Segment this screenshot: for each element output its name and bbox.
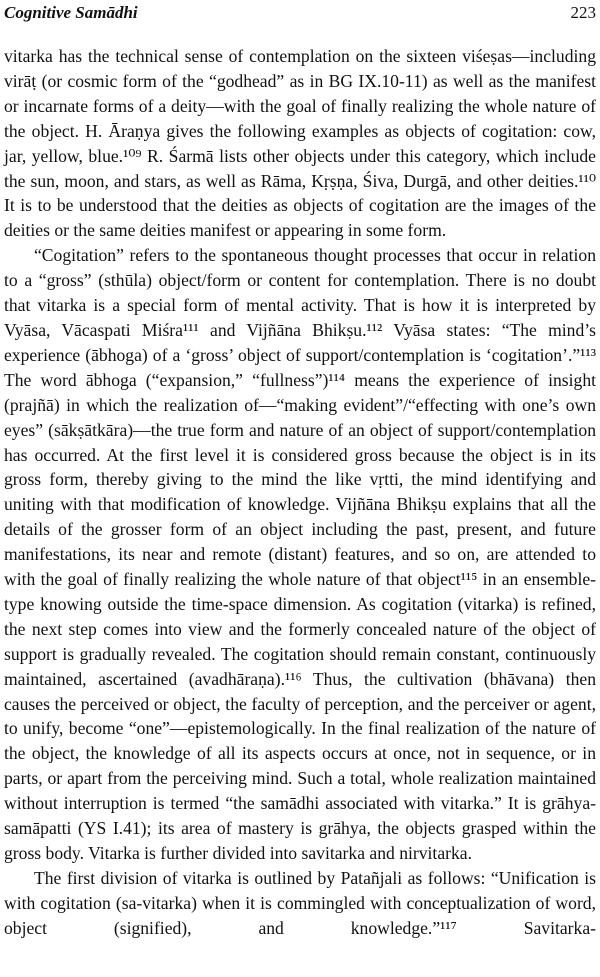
- running-header: [4, 3, 596, 27]
- body-text: [4, 44, 596, 941]
- running-title: Cognitive Samādhi: [4, 3, 138, 22]
- paragraph-1: vitarka has the technical sense of contemplation on the sixteen viśeṣas—including virāṭ (or cosmic form of the “godhead” as in BG IX.10-11) as well as the manifest or incarnate forms of a deity—with the goal of finally realizing the whole nature of the object. H. Āraṇya gives the following examples as objects of cogitation: cow, jar, yellow, blue.¹⁰⁹ R. Śarmā lists other objects under this category, which include the sun, moon, and stars, as well as Rāma, Kṛṣṇa, Śiva, Durgā, and other deities.¹¹⁰ It is to be understood that the deities as objects of cogitation are the images of the deities or the same deities manifest or appearing in some form.: [4, 46, 596, 241]
- book-page: [4, 0, 596, 977]
- page-number: 223: [570, 3, 596, 22]
- paragraph-2: “Cogitation” refers to the spontaneous thought processes that occur in relation to a “gross” (sthūla) object/form or content for contemplation. There is no doubt that vitarka is a special form of mental activity. That is how it is interpreted by Vyāsa, Vācaspati Miśra¹¹¹ and Vijñāna Bhikṣu.¹¹² Vyāsa states: “The mind’s experience (ābhoga) of a ‘gross’ object of support/contemplation is ‘cogitation’.”¹¹³ The word ābhoga (“expansion,” “fullness”)¹¹⁴ means the experience of insight (prajñā) in which the realization of—“making evident”/“effecting with one’s own eyes” (sākṣātkāra)—the true form and nature of an object of support/contemplation has occurred. At the first level it is considered gross because the object is in its gross form, thereby giving to the mind the like vṛtti, the mind identifying and uniting with that modification of knowledge. Vijñāna Bhikṣu explains that all the details of the grosser form of an object including the past, present, and future manifestations, its near and remote (distant) features, and so on, are attended to with the goal of finally realizing the whole nature of that object¹¹⁵ in an ensemble-type knowing outside the time-space dimension. As cogitation (vitarka) is refined, the next step comes into view and the formerly concealed nature of the object of support is gradually revealed. The cogitation should remain constant, continuously maintained, ascertained (avadhāraṇa).¹¹⁶ Thus, the cultivation (bhāvana) then causes the perceived or object, the faculty of perception, and the perceiver or agent, to unify, become “one”—epistemologically. In the final realization of the nature of the object, the knowledge of all its aspects occurs at once, not in sequence, or in parts, or apart from the perceiving mind. Such a total, whole realization maintained without interruption is termed “the samādhi associated with vitarka.” It is grāhya-samāpatti (YS I.41); its area of mastery is grāhya, the objects grasped within the gross body. Vitarka is further divided into savitarka and nirvitarka.: [4, 245, 596, 863]
- paragraph-3: The first division of vitarka is outlined by Patañjali as follows: “Unification is with cogitation (sa-vitarka) when it is commingled with conceptualization of word, object (signified), and knowledge.”¹¹⁷ Savitarka-: [4, 867, 596, 938]
